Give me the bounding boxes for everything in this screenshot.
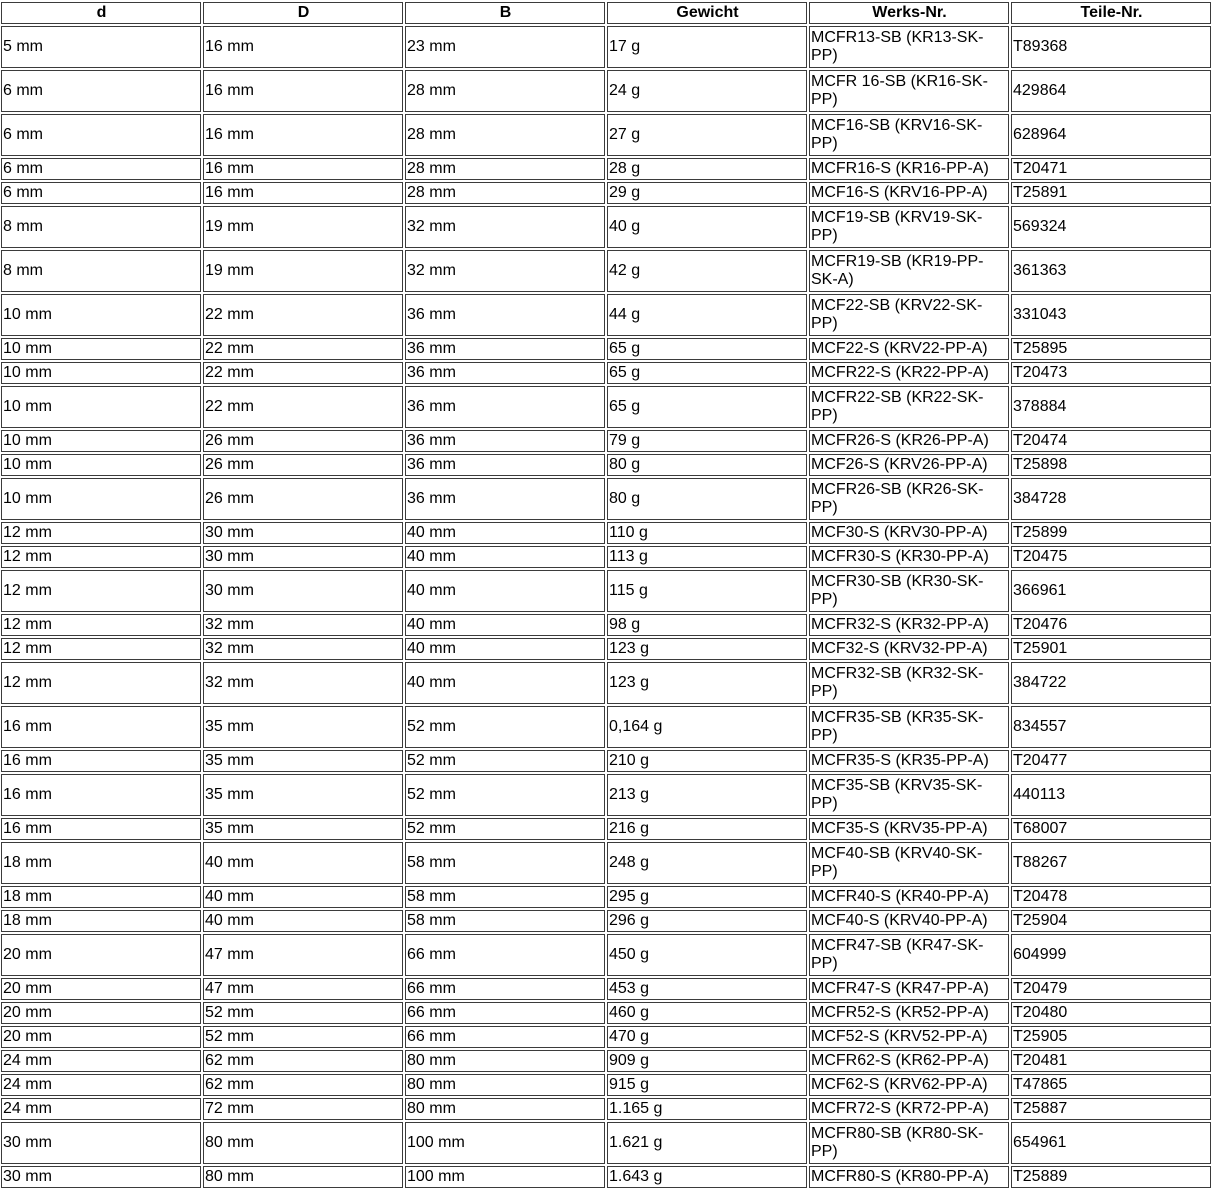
column-header-gewicht: Gewicht: [607, 2, 807, 24]
cell-d: 12 mm: [1, 522, 201, 544]
cell-B: 32 mm: [405, 250, 605, 292]
cell-D: 16 mm: [203, 70, 403, 112]
cell-teile-nr: 331043: [1011, 294, 1211, 336]
cell-B: 40 mm: [405, 546, 605, 568]
cell-B: 52 mm: [405, 750, 605, 772]
cell-werks-nr: MCFR62-S (KR62-PP-A): [809, 1050, 1009, 1072]
cell-d: 18 mm: [1, 842, 201, 884]
cell-gewicht: 24 g: [607, 70, 807, 112]
cell-gewicht: 29 g: [607, 182, 807, 204]
cell-D: 72 mm: [203, 1098, 403, 1120]
cell-gewicht: 40 g: [607, 206, 807, 248]
cell-B: 40 mm: [405, 570, 605, 612]
cell-werks-nr: MCFR16-S (KR16-PP-A): [809, 158, 1009, 180]
table-row: [1, 978, 1211, 1000]
table-row: [1, 114, 1211, 156]
cell-teile-nr: T20474: [1011, 430, 1211, 452]
cell-gewicht: 909 g: [607, 1050, 807, 1072]
cell-d: 20 mm: [1, 978, 201, 1000]
cell-D: 22 mm: [203, 338, 403, 360]
cell-D: 47 mm: [203, 978, 403, 1000]
cell-D: 26 mm: [203, 430, 403, 452]
cell-teile-nr: 429864: [1011, 70, 1211, 112]
cell-werks-nr: MCFR26-S (KR26-PP-A): [809, 430, 1009, 452]
cell-werks-nr: MCF52-S (KRV52-PP-A): [809, 1026, 1009, 1048]
table-row: [1, 182, 1211, 204]
table-row: [1, 478, 1211, 520]
cell-gewicht: 115 g: [607, 570, 807, 612]
cell-gewicht: 296 g: [607, 910, 807, 932]
column-header-teile-nr: Teile-Nr.: [1011, 2, 1211, 24]
cell-werks-nr: MCFR40-S (KR40-PP-A): [809, 886, 1009, 908]
table-row: [1, 842, 1211, 884]
cell-d: 24 mm: [1, 1050, 201, 1072]
cell-B: 52 mm: [405, 706, 605, 748]
cell-teile-nr: T47865: [1011, 1074, 1211, 1096]
cell-d: 10 mm: [1, 386, 201, 428]
cell-D: 52 mm: [203, 1002, 403, 1024]
table-row: [1, 522, 1211, 544]
cell-B: 66 mm: [405, 1002, 605, 1024]
table-row: [1, 206, 1211, 248]
cell-gewicht: 1.165 g: [607, 1098, 807, 1120]
cell-teile-nr: T20479: [1011, 978, 1211, 1000]
cell-gewicht: 210 g: [607, 750, 807, 772]
cell-B: 66 mm: [405, 978, 605, 1000]
cell-B: 58 mm: [405, 886, 605, 908]
table-row: [1, 934, 1211, 976]
table-row: [1, 1122, 1211, 1164]
table-row: [1, 570, 1211, 612]
cell-werks-nr: MCFR 16-SB (KR16-SK-PP): [809, 70, 1009, 112]
cell-B: 100 mm: [405, 1122, 605, 1164]
cell-gewicht: 65 g: [607, 386, 807, 428]
cell-werks-nr: MCFR35-SB (KR35-SK-PP): [809, 706, 1009, 748]
cell-D: 16 mm: [203, 158, 403, 180]
cell-teile-nr: T25889: [1011, 1166, 1211, 1188]
cell-gewicht: 65 g: [607, 338, 807, 360]
cell-werks-nr: MCFR13-SB (KR13-SK-PP): [809, 26, 1009, 68]
cell-D: 32 mm: [203, 638, 403, 660]
cell-werks-nr: MCF40-S (KRV40-PP-A): [809, 910, 1009, 932]
cell-d: 12 mm: [1, 638, 201, 660]
cell-teile-nr: T20475: [1011, 546, 1211, 568]
cell-B: 28 mm: [405, 114, 605, 156]
column-header-D: D: [203, 2, 403, 24]
cell-B: 36 mm: [405, 338, 605, 360]
cell-teile-nr: 440113: [1011, 774, 1211, 816]
cell-d: 12 mm: [1, 546, 201, 568]
cell-d: 30 mm: [1, 1166, 201, 1188]
cell-werks-nr: MCF22-S (KRV22-PP-A): [809, 338, 1009, 360]
table-row: [1, 1050, 1211, 1072]
cell-teile-nr: T88267: [1011, 842, 1211, 884]
cell-werks-nr: MCFR30-S (KR30-PP-A): [809, 546, 1009, 568]
cell-D: 19 mm: [203, 206, 403, 248]
table-row: [1, 386, 1211, 428]
cell-D: 22 mm: [203, 294, 403, 336]
table-header: [1, 2, 1211, 24]
cell-B: 58 mm: [405, 842, 605, 884]
cell-B: 40 mm: [405, 522, 605, 544]
cell-teile-nr: T89368: [1011, 26, 1211, 68]
cell-gewicht: 470 g: [607, 1026, 807, 1048]
cell-D: 16 mm: [203, 114, 403, 156]
cell-d: 24 mm: [1, 1098, 201, 1120]
cell-B: 32 mm: [405, 206, 605, 248]
cell-D: 35 mm: [203, 818, 403, 840]
cell-B: 40 mm: [405, 662, 605, 704]
cell-werks-nr: MCFR19-SB (KR19-PP-SK-A): [809, 250, 1009, 292]
cell-d: 16 mm: [1, 774, 201, 816]
cell-d: 5 mm: [1, 26, 201, 68]
cell-B: 52 mm: [405, 818, 605, 840]
cell-teile-nr: T25898: [1011, 454, 1211, 476]
cell-gewicht: 98 g: [607, 614, 807, 636]
cell-D: 62 mm: [203, 1074, 403, 1096]
cell-werks-nr: MCF35-S (KRV35-PP-A): [809, 818, 1009, 840]
cell-gewicht: 460 g: [607, 1002, 807, 1024]
cell-B: 36 mm: [405, 294, 605, 336]
table-row: [1, 1002, 1211, 1024]
cell-D: 30 mm: [203, 570, 403, 612]
cell-teile-nr: T25905: [1011, 1026, 1211, 1048]
cell-d: 18 mm: [1, 910, 201, 932]
cell-D: 30 mm: [203, 546, 403, 568]
cell-gewicht: 44 g: [607, 294, 807, 336]
cell-D: 35 mm: [203, 750, 403, 772]
cell-D: 26 mm: [203, 454, 403, 476]
cell-gewicht: 1.643 g: [607, 1166, 807, 1188]
cell-B: 66 mm: [405, 1026, 605, 1048]
cell-werks-nr: MCFR22-S (KR22-PP-A): [809, 362, 1009, 384]
cell-D: 26 mm: [203, 478, 403, 520]
cell-teile-nr: T25904: [1011, 910, 1211, 932]
cell-d: 20 mm: [1, 1026, 201, 1048]
cell-werks-nr: MCF16-S (KRV16-PP-A): [809, 182, 1009, 204]
cell-gewicht: 213 g: [607, 774, 807, 816]
table-row: [1, 774, 1211, 816]
cell-d: 20 mm: [1, 1002, 201, 1024]
cell-gewicht: 80 g: [607, 478, 807, 520]
cell-d: 10 mm: [1, 478, 201, 520]
cell-D: 32 mm: [203, 614, 403, 636]
cell-d: 8 mm: [1, 206, 201, 248]
column-header-d: d: [1, 2, 201, 24]
table-row: [1, 638, 1211, 660]
cell-teile-nr: 628964: [1011, 114, 1211, 156]
cell-d: 6 mm: [1, 114, 201, 156]
column-header-B: B: [405, 2, 605, 24]
cell-werks-nr: MCFR52-S (KR52-PP-A): [809, 1002, 1009, 1024]
cell-werks-nr: MCF26-S (KRV26-PP-A): [809, 454, 1009, 476]
cell-gewicht: 27 g: [607, 114, 807, 156]
cell-d: 6 mm: [1, 158, 201, 180]
cell-B: 100 mm: [405, 1166, 605, 1188]
cell-teile-nr: T25887: [1011, 1098, 1211, 1120]
cell-teile-nr: T25901: [1011, 638, 1211, 660]
cell-D: 40 mm: [203, 886, 403, 908]
cell-d: 10 mm: [1, 338, 201, 360]
cell-B: 40 mm: [405, 614, 605, 636]
cell-B: 58 mm: [405, 910, 605, 932]
cell-D: 35 mm: [203, 706, 403, 748]
cell-gewicht: 453 g: [607, 978, 807, 1000]
table-row: [1, 706, 1211, 748]
header-row: [1, 2, 1211, 24]
table-row: [1, 750, 1211, 772]
cell-D: 22 mm: [203, 362, 403, 384]
cell-werks-nr: MCF19-SB (KRV19-SK-PP): [809, 206, 1009, 248]
cell-teile-nr: T20471: [1011, 158, 1211, 180]
table-row: [1, 250, 1211, 292]
table-row: [1, 662, 1211, 704]
cell-teile-nr: 378884: [1011, 386, 1211, 428]
cell-teile-nr: 384728: [1011, 478, 1211, 520]
cell-d: 24 mm: [1, 1074, 201, 1096]
table-row: [1, 1098, 1211, 1120]
cell-werks-nr: MCF32-S (KRV32-PP-A): [809, 638, 1009, 660]
cell-D: 16 mm: [203, 26, 403, 68]
cell-B: 36 mm: [405, 454, 605, 476]
cell-d: 12 mm: [1, 614, 201, 636]
cell-werks-nr: MCFR22-SB (KR22-SK-PP): [809, 386, 1009, 428]
cell-gewicht: 42 g: [607, 250, 807, 292]
table-row: [1, 910, 1211, 932]
table-row: [1, 26, 1211, 68]
cell-gewicht: 450 g: [607, 934, 807, 976]
cell-d: 18 mm: [1, 886, 201, 908]
cell-werks-nr: MCFR26-SB (KR26-SK-PP): [809, 478, 1009, 520]
cell-teile-nr: 834557: [1011, 706, 1211, 748]
cell-D: 19 mm: [203, 250, 403, 292]
cell-gewicht: 17 g: [607, 26, 807, 68]
table-row: [1, 454, 1211, 476]
cell-werks-nr: MCF30-S (KRV30-PP-A): [809, 522, 1009, 544]
cell-teile-nr: 654961: [1011, 1122, 1211, 1164]
cell-werks-nr: MCF40-SB (KRV40-SK-PP): [809, 842, 1009, 884]
cell-gewicht: 28 g: [607, 158, 807, 180]
table-row: [1, 294, 1211, 336]
cell-teile-nr: T20477: [1011, 750, 1211, 772]
cell-B: 66 mm: [405, 934, 605, 976]
cell-teile-nr: T25891: [1011, 182, 1211, 204]
cell-gewicht: 113 g: [607, 546, 807, 568]
cell-gewicht: 1.621 g: [607, 1122, 807, 1164]
cell-teile-nr: T68007: [1011, 818, 1211, 840]
table-row: [1, 70, 1211, 112]
cell-D: 35 mm: [203, 774, 403, 816]
cell-teile-nr: T20476: [1011, 614, 1211, 636]
cell-werks-nr: MCF62-S (KRV62-PP-A): [809, 1074, 1009, 1096]
table-row: [1, 886, 1211, 908]
table-row: [1, 158, 1211, 180]
cell-gewicht: 915 g: [607, 1074, 807, 1096]
column-header-werks-nr: Werks-Nr.: [809, 2, 1009, 24]
cell-gewicht: 123 g: [607, 638, 807, 660]
cell-d: 30 mm: [1, 1122, 201, 1164]
table-body: [1, 26, 1211, 1188]
cell-d: 10 mm: [1, 430, 201, 452]
cell-gewicht: 65 g: [607, 362, 807, 384]
cell-B: 80 mm: [405, 1074, 605, 1096]
cell-B: 52 mm: [405, 774, 605, 816]
cell-teile-nr: 604999: [1011, 934, 1211, 976]
cell-D: 30 mm: [203, 522, 403, 544]
cell-gewicht: 0,164 g: [607, 706, 807, 748]
cell-teile-nr: 361363: [1011, 250, 1211, 292]
cell-teile-nr: 384722: [1011, 662, 1211, 704]
table-row: [1, 818, 1211, 840]
cell-D: 32 mm: [203, 662, 403, 704]
cell-B: 36 mm: [405, 362, 605, 384]
cell-werks-nr: MCF22-SB (KRV22-SK-PP): [809, 294, 1009, 336]
cell-D: 16 mm: [203, 182, 403, 204]
cell-B: 28 mm: [405, 70, 605, 112]
table-row: [1, 1074, 1211, 1096]
cell-d: 16 mm: [1, 818, 201, 840]
cell-D: 80 mm: [203, 1166, 403, 1188]
cell-d: 6 mm: [1, 70, 201, 112]
cell-D: 52 mm: [203, 1026, 403, 1048]
cell-D: 47 mm: [203, 934, 403, 976]
cell-B: 36 mm: [405, 478, 605, 520]
cell-teile-nr: T20481: [1011, 1050, 1211, 1072]
cell-gewicht: 123 g: [607, 662, 807, 704]
cell-d: 20 mm: [1, 934, 201, 976]
cell-B: 23 mm: [405, 26, 605, 68]
cell-gewicht: 295 g: [607, 886, 807, 908]
cell-werks-nr: MCFR30-SB (KR30-SK-PP): [809, 570, 1009, 612]
cell-teile-nr: T20480: [1011, 1002, 1211, 1024]
cell-werks-nr: MCFR80-SB (KR80-SK-PP): [809, 1122, 1009, 1164]
cell-B: 28 mm: [405, 182, 605, 204]
cell-gewicht: 80 g: [607, 454, 807, 476]
cell-d: 16 mm: [1, 750, 201, 772]
cell-d: 12 mm: [1, 662, 201, 704]
cell-werks-nr: MCFR32-S (KR32-PP-A): [809, 614, 1009, 636]
cell-werks-nr: MCFR47-SB (KR47-SK-PP): [809, 934, 1009, 976]
table-row: [1, 430, 1211, 452]
cell-d: 8 mm: [1, 250, 201, 292]
table-row: [1, 546, 1211, 568]
cell-B: 28 mm: [405, 158, 605, 180]
cell-werks-nr: MCFR32-SB (KR32-SK-PP): [809, 662, 1009, 704]
cell-teile-nr: T20473: [1011, 362, 1211, 384]
table-row: [1, 614, 1211, 636]
cell-werks-nr: MCFR47-S (KR47-PP-A): [809, 978, 1009, 1000]
cell-teile-nr: T20478: [1011, 886, 1211, 908]
cell-d: 10 mm: [1, 454, 201, 476]
cell-B: 40 mm: [405, 638, 605, 660]
cell-B: 36 mm: [405, 430, 605, 452]
cell-d: 10 mm: [1, 362, 201, 384]
table-row: [1, 1166, 1211, 1188]
cell-D: 62 mm: [203, 1050, 403, 1072]
table-row: [1, 1026, 1211, 1048]
cell-D: 22 mm: [203, 386, 403, 428]
cell-werks-nr: MCF16-SB (KRV16-SK-PP): [809, 114, 1009, 156]
cell-d: 6 mm: [1, 182, 201, 204]
cell-werks-nr: MCFR72-S (KR72-PP-A): [809, 1098, 1009, 1120]
cell-teile-nr: 366961: [1011, 570, 1211, 612]
cell-D: 40 mm: [203, 842, 403, 884]
cell-B: 80 mm: [405, 1050, 605, 1072]
cell-teile-nr: 569324: [1011, 206, 1211, 248]
cell-werks-nr: MCFR35-S (KR35-PP-A): [809, 750, 1009, 772]
cell-B: 80 mm: [405, 1098, 605, 1120]
cell-teile-nr: T25895: [1011, 338, 1211, 360]
cell-d: 12 mm: [1, 570, 201, 612]
cell-werks-nr: MCF35-SB (KRV35-SK-PP): [809, 774, 1009, 816]
cell-B: 36 mm: [405, 386, 605, 428]
cell-d: 16 mm: [1, 706, 201, 748]
table-row: [1, 362, 1211, 384]
cell-gewicht: 216 g: [607, 818, 807, 840]
cell-teile-nr: T25899: [1011, 522, 1211, 544]
cell-D: 40 mm: [203, 910, 403, 932]
cell-gewicht: 79 g: [607, 430, 807, 452]
cell-D: 80 mm: [203, 1122, 403, 1164]
table-row: [1, 338, 1211, 360]
cell-werks-nr: MCFR80-S (KR80-PP-A): [809, 1166, 1009, 1188]
cell-gewicht: 110 g: [607, 522, 807, 544]
cell-gewicht: 248 g: [607, 842, 807, 884]
cell-d: 10 mm: [1, 294, 201, 336]
